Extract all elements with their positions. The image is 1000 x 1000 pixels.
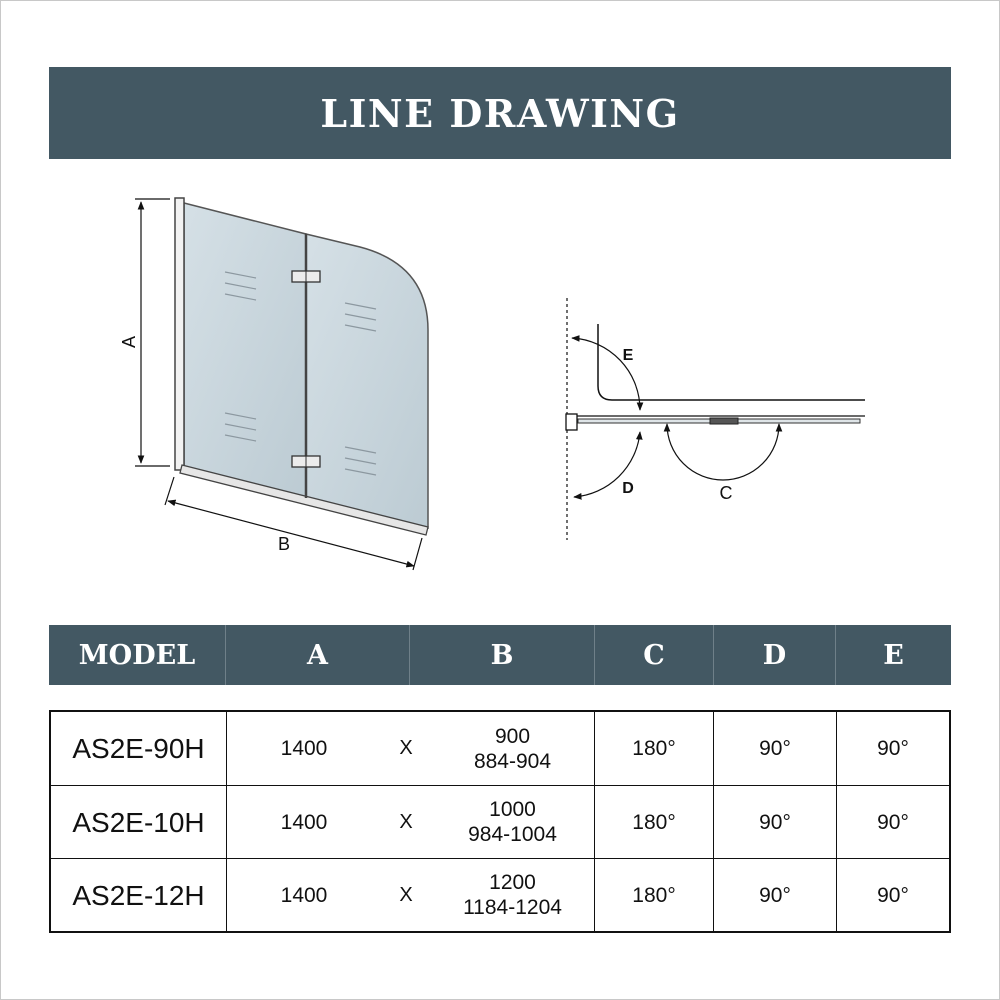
spec-table bbox=[49, 710, 951, 933]
table-row bbox=[51, 712, 949, 785]
right-glass-panel bbox=[306, 234, 428, 528]
front-view bbox=[119, 198, 428, 570]
table-row bbox=[51, 785, 949, 858]
wall-bracket bbox=[566, 414, 577, 430]
angle-e-label: E bbox=[622, 347, 634, 364]
cell-c: 180° bbox=[594, 712, 713, 785]
dimension-b-label: B bbox=[277, 534, 291, 554]
cell-b-range: 884-904 bbox=[473, 749, 552, 773]
cell-b-main: 900 bbox=[494, 724, 531, 748]
cell-d: 90° bbox=[713, 712, 836, 785]
cell-a: 1400 bbox=[226, 859, 381, 931]
dimension-a-label: A bbox=[119, 335, 139, 349]
cell-b-main: 1000 bbox=[489, 798, 536, 821]
cell-e: 90° bbox=[836, 859, 949, 931]
cell-b-range: 984-1004 bbox=[468, 823, 557, 846]
hinge-top-icon bbox=[292, 271, 320, 282]
header-c: C bbox=[594, 625, 713, 685]
cell-model: AS2E-90H bbox=[72, 733, 205, 764]
bathtub-outline bbox=[598, 324, 865, 400]
angle-c-arc bbox=[667, 424, 779, 480]
cell-b-range: 1184-1204 bbox=[463, 896, 562, 919]
banner-title: LINE DRAWING bbox=[320, 90, 680, 136]
hinge-top-view-icon bbox=[710, 418, 738, 424]
table-row bbox=[51, 858, 949, 931]
header-d: D bbox=[713, 625, 835, 685]
left-glass-panel bbox=[184, 203, 306, 498]
table-header bbox=[49, 625, 951, 685]
cell-times: X bbox=[399, 883, 413, 906]
cell-c: 180° bbox=[594, 786, 713, 858]
cell-c: 180° bbox=[594, 859, 713, 931]
cell-e: 90° bbox=[836, 786, 949, 858]
header-model: MODEL bbox=[78, 639, 196, 671]
header-a: A bbox=[225, 625, 409, 685]
cell-model: AS2E-10H bbox=[72, 806, 205, 838]
cell-a: 1400 bbox=[226, 712, 381, 785]
cell-model: AS2E-12H bbox=[72, 879, 205, 911]
cell-times: X bbox=[399, 810, 413, 833]
cell-times: X bbox=[399, 737, 413, 759]
cell-b bbox=[431, 712, 594, 785]
cell-e: 90° bbox=[836, 712, 949, 785]
angle-d-label: D bbox=[622, 480, 634, 497]
hinge-bottom-icon bbox=[292, 456, 320, 467]
cell-a: 1400 bbox=[226, 786, 381, 858]
cell-d: 90° bbox=[713, 786, 836, 858]
cell-d: 90° bbox=[713, 859, 836, 931]
dimension-a bbox=[135, 199, 170, 466]
top-view bbox=[566, 298, 865, 540]
header-e: E bbox=[835, 625, 951, 685]
cell-b bbox=[431, 786, 594, 858]
header-b: B bbox=[409, 625, 594, 685]
cell-b bbox=[431, 859, 594, 931]
cell-b-main: 1200 bbox=[489, 871, 536, 894]
angle-c-label: C bbox=[719, 483, 733, 503]
wall-profile bbox=[175, 198, 184, 470]
